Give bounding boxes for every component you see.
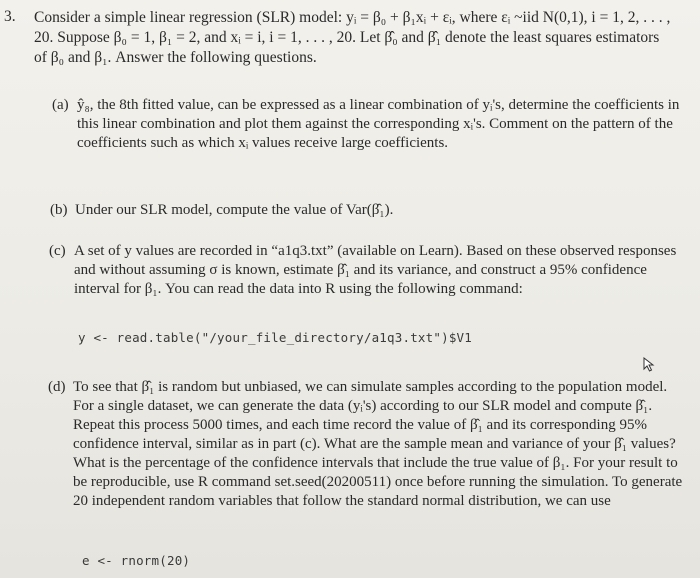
part-b-label: (b) — [50, 202, 68, 218]
mouse-cursor-icon — [643, 357, 657, 373]
part-c-code: y <- read.table("/your_file_directory/a1q3.txt")$V1 — [78, 330, 473, 345]
part-d-text: To see that β̂₁ is random but unbiased, we can simulate samples according to the population model. For a single dataset, we can generate the data (yᵢ's) according to our SLR model and compute β̂₁. Repeat this process 5000 times, and each time record the value of β̂₁ and its corresponding 95% confidence interval, similar as in part (c). What are the sample mean and variance of your β̂₁ values? What is the percentage of the confidence intervals that include the true value of β₁. For your result to be reproducible, use R command set.seed(20200511) once before running the simulation. To generate 20 independent random variables that follow the standard normal distribution, we can use — [73, 379, 683, 509]
part-a-label: (a) — [52, 97, 69, 113]
part-a-text: ŷ₈, the 8th fitted value, can be expressed as a linear combination of yᵢ's, determine the coefficients in this linear combination and plot them against the corresponding xᵢ's. Comment on the pattern of the coefficients such as which xᵢ values receive large coefficients. — [77, 97, 680, 151]
part-d-label: (d) — [48, 379, 66, 395]
question-number: 3. — [4, 8, 16, 25]
part-c-text: A set of y values are recorded in “a1q3.txt” (available on Learn). Based on these observed responses and without assuming σ is known, estimate β̂₁ and its variance, and construct a 95% confidence interval for β₁. You can read the data into R using the following command: — [74, 243, 677, 297]
part-c-label: (c) — [49, 243, 66, 259]
question-intro: Consider a simple linear regression (SLR) model: yᵢ = β₀ + β₁xᵢ + εᵢ, where εᵢ ~iid N(0,1), i = 1, 2, . . . , 20. Suppose β₀ = 1, β₁ = 2, and xᵢ = i, i = 1, . . . , 20. Let β̂₀ and β̂₁ denote the least squares estimators of β₀ and β₁. Answer the following questions. — [34, 9, 671, 66]
part-d-code: e <- rnorm(20) — [82, 553, 191, 568]
part-b-text: Under our SLR model, compute the value of Var(β̂₁). — [75, 202, 394, 218]
